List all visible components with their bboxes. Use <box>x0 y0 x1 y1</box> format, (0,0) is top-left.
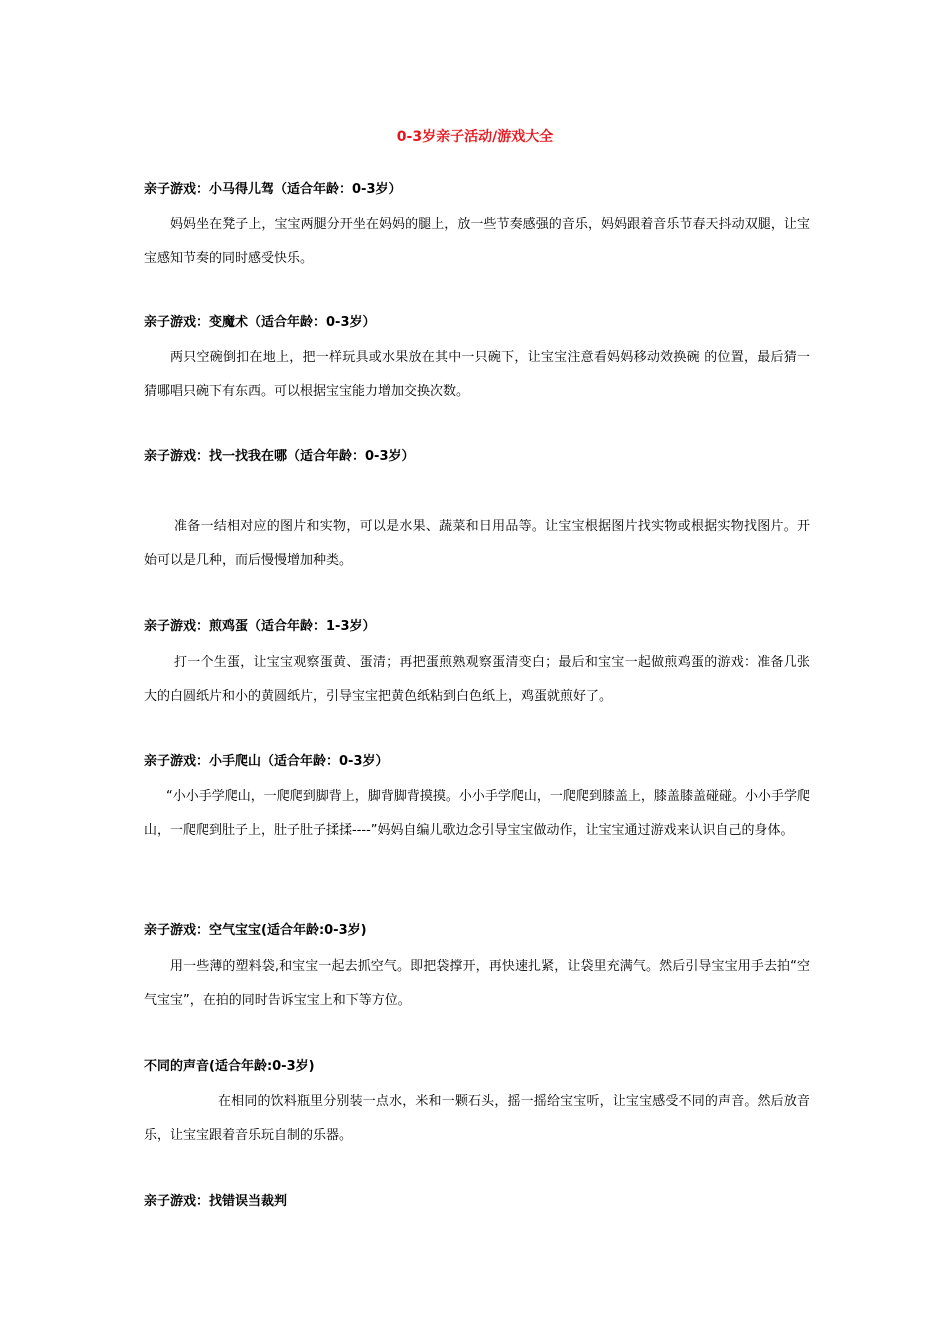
section-heading-7: 不同的声音(适合年龄:0-3岁) <box>144 1059 315 1074</box>
section-text-4: 打一个生蛋，让宝宝观察蛋黄、蛋清；再把蛋煎熟观察蛋清变白；最后和宝宝一起做煎鸡蛋的游戏：准备几张大的白圆纸片和小的黄圆纸片，引导宝宝把黄色纸粘到白色纸上，鸡蛋就煎好了。 <box>144 655 810 704</box>
section-heading-2: 亲子游戏：变魔术（适合年龄：0-3岁） <box>144 315 376 330</box>
section-text-6: 用一些薄的塑料袋,和宝宝一起去抓空气。即把袋撑开，再快速扎紧，让袋里充满气。然后引导宝宝用手去拍“空气宝宝”，在拍的同时告诉宝宝上和下等方位。 <box>144 959 810 1008</box>
section-text-1: 妈妈坐在凳子上，宝宝两腿分开坐在妈妈的腿上，放一些节奏感强的音乐，妈妈跟着音乐节春天抖动双腿，让宝宝感知节奏的同时感受快乐。 <box>144 217 810 266</box>
section-text-7: 在相同的饮料瓶里分别装一点水，米和一颗石头，摇一摇给宝宝听，让宝宝感受不同的声音。然后放音乐，让宝宝跟着音乐玩自制的乐器。 <box>144 1094 810 1143</box>
page-title: 0-3岁亲子活动/游戏大全 <box>396 129 554 145</box>
section-heading-1: 亲子游戏：小马得儿驾（适合年龄：0-3岁） <box>144 182 402 197</box>
section-heading-4: 亲子游戏：煎鸡蛋（适合年龄：1-3岁） <box>144 619 376 634</box>
section-heading-6: 亲子游戏：空气宝宝(适合年龄:0-3岁) <box>144 923 367 938</box>
section-heading-3: 亲子游戏：找一找我在哪（适合年龄：0-3岁） <box>144 449 415 464</box>
section-text-2: 两只空碗倒扣在地上，把一样玩具或水果放在其中一只碗下，让宝宝注意看妈妈移动效换碗 的位置，最后猜一猜哪唱只碗下有东西。可以根据宝宝能力增加交换次数。 <box>144 350 810 399</box>
section-heading-5: 亲子游戏：小手爬山（适合年龄：0-3岁） <box>144 754 389 769</box>
section-text-5: “小小手学爬山，一爬爬到脚背上，脚背脚背摸摸。小小手学爬山，一爬爬到膝盖上，膝盖膝盖碰碰。小小手学爬山，一爬爬到肚子上，肚子肚子揉揉----”妈妈自编儿歌边念引导宝宝做动作，让宝宝通过游戏来认识自己的身体。 <box>144 789 810 838</box>
section-heading-8: 亲子游戏：找错误当裁判 <box>144 1194 288 1209</box>
section-text-3: 准备一结相对应的图片和实物，可以是水果、蔬菜和日用品等。让宝宝根据图片找实物或根据实物找图片。开始可以是几种，而后慢慢增加种类。 <box>144 519 810 568</box>
